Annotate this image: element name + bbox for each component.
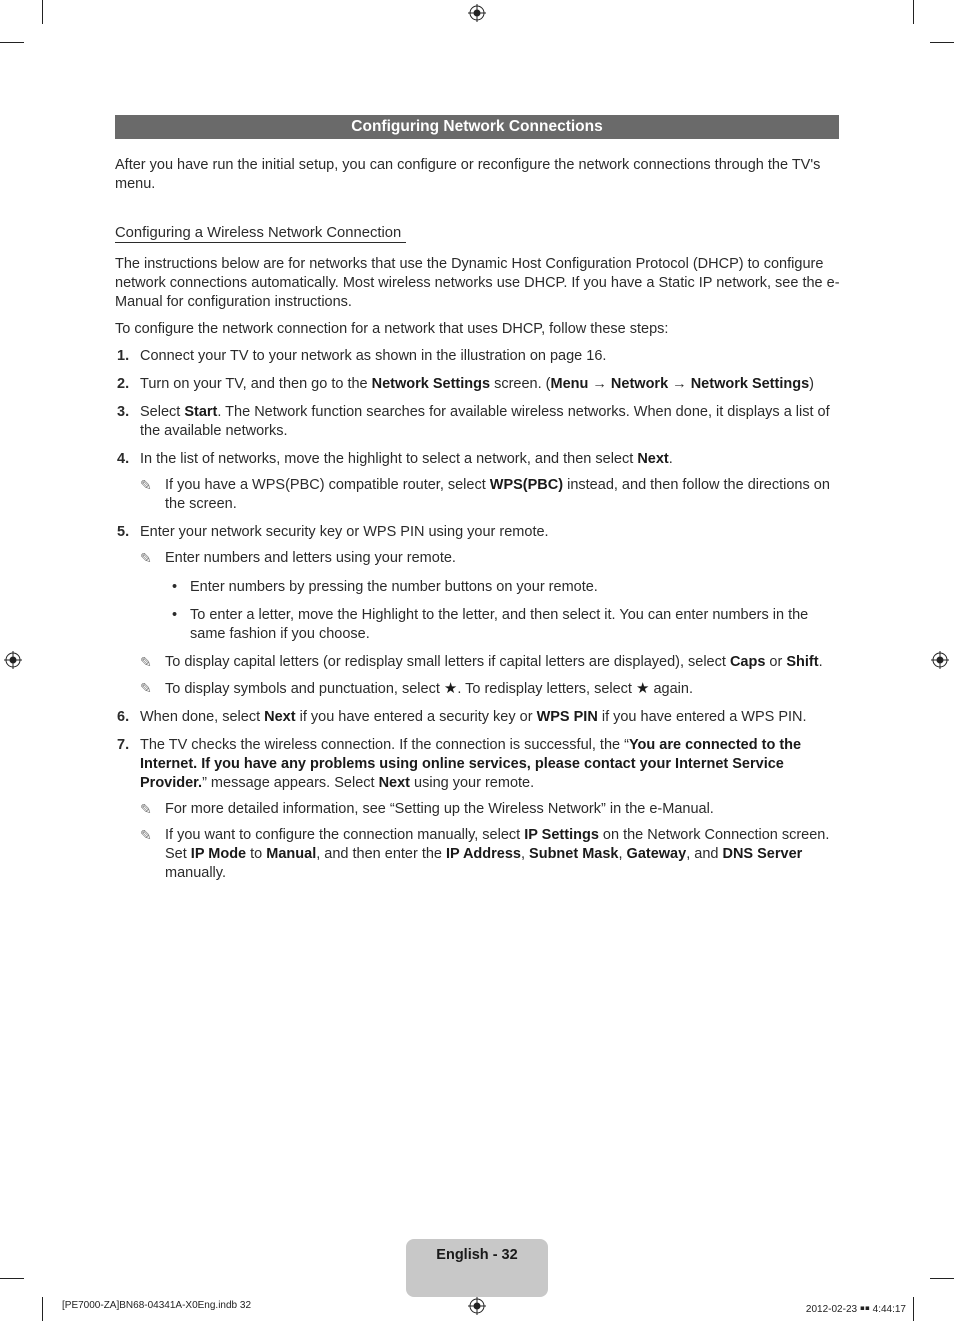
- step-text: .: [668, 451, 673, 467]
- menu-term: Next: [264, 709, 296, 725]
- bullet-icon: •: [172, 607, 178, 623]
- registration-mark-icon: [468, 4, 486, 22]
- pencil-icon: ✎: [140, 550, 152, 566]
- pencil-icon: ✎: [140, 477, 152, 493]
- registration-mark-icon: [468, 1297, 486, 1315]
- note: [140, 549, 840, 568]
- step-text: Enter your network security key or WPS PIN using your remote.: [140, 524, 549, 540]
- step-4: [115, 450, 840, 514]
- bullet-item: [165, 606, 840, 644]
- step-number: 3.: [117, 404, 130, 420]
- step-text: Select: [140, 404, 185, 420]
- menu-term: IP Mode: [190, 846, 247, 862]
- note-text: instead, and then follow the directions on the screen.: [165, 477, 830, 512]
- note-text: , and then enter the: [316, 846, 447, 862]
- menu-term: IP Address: [446, 846, 521, 862]
- step-3: [115, 403, 840, 441]
- step-number: 2.: [117, 376, 130, 392]
- crop-mark: [42, 1297, 43, 1321]
- step-number: 6.: [117, 709, 130, 725]
- steps-list: [115, 347, 840, 883]
- note-text: To display capital letters (or redisplay small letters if capital letters are displayed), select: [165, 654, 730, 670]
- step-number: 1.: [117, 348, 130, 364]
- page-number-label: English - 32: [436, 1247, 518, 1263]
- star-icon: ★: [636, 680, 650, 697]
- menu-term: IP Settings: [524, 827, 599, 843]
- step-text: In the list of networks, move the highlight to select a network, and then select: [140, 451, 638, 467]
- arrow-icon: →: [588, 376, 611, 392]
- menu-term: Caps: [729, 654, 766, 670]
- step-7: [115, 736, 840, 883]
- menu-term: Gateway: [626, 846, 687, 862]
- intro-paragraph: After you have run the initial setup, you can configure or reconfigure the network connections through the TV's menu.: [115, 157, 821, 192]
- crop-mark: [930, 1278, 954, 1279]
- step-2: [115, 375, 840, 394]
- crop-mark: [913, 0, 914, 24]
- note-text: on the Network Connection screen. Set: [165, 827, 830, 862]
- note-text: , and: [686, 846, 723, 862]
- step-text: The TV checks the wireless connection. If the connection is successful, the “: [140, 737, 629, 753]
- registration-mark-icon: [931, 651, 949, 669]
- menu-term: Network: [610, 376, 669, 392]
- step-text: When done, select: [140, 709, 265, 725]
- menu-term: Start: [184, 404, 218, 420]
- step-number: 7.: [117, 737, 130, 753]
- pencil-icon: ✎: [140, 654, 152, 670]
- note-text: again.: [649, 681, 693, 697]
- step-6: [115, 708, 840, 727]
- menu-term: DNS Server: [722, 846, 803, 862]
- step-text: screen. (: [490, 376, 551, 392]
- step-text: using your remote.: [410, 775, 535, 791]
- crop-mark: [42, 0, 43, 24]
- step-text: . The Network function searches for available wireless networks. When done, it displays a list of the available networks.: [140, 404, 830, 439]
- menu-term: Next: [637, 451, 669, 467]
- menu-term: WPS PIN: [536, 709, 598, 725]
- section-banner-title: Configuring Network Connections: [115, 115, 839, 139]
- footer-timestamp: 2012-02-23 ￭￭ 4:44:17: [805, 1304, 906, 1315]
- step-5: [115, 523, 840, 699]
- note: [140, 679, 840, 699]
- menu-term: Manual: [266, 846, 317, 862]
- note-text: or: [765, 654, 787, 670]
- pencil-icon: ✎: [140, 680, 152, 696]
- main-content: [115, 156, 840, 892]
- note: [140, 800, 840, 819]
- crop-mark: [0, 1278, 24, 1279]
- dhcp-paragraph: The instructions below are for networks that use the Dynamic Host Configuration Protocol (DHCP) to configure network connections automatically. Most wireless networks use DHCP. If you have a Static IP network, see the e-Manual for configuration instructions.: [115, 256, 840, 310]
- menu-term: Subnet Mask: [529, 846, 619, 862]
- menu-term: WPS(PBC): [489, 477, 564, 493]
- note-text: If you want to configure the connection manually, select: [165, 827, 525, 843]
- crop-mark: [0, 42, 24, 43]
- message-text: You are connected to the Internet. If you have any problems using online services, please contact your Internet Service Provider.: [140, 737, 802, 791]
- step-number: 5.: [117, 524, 130, 540]
- pencil-icon: ✎: [140, 827, 152, 843]
- crop-mark: [913, 1297, 914, 1321]
- registration-mark-icon: [4, 651, 22, 669]
- menu-term: Network Settings: [371, 376, 491, 392]
- step-number: 4.: [117, 451, 130, 467]
- bullet-text: To enter a letter, move the Highlight to the letter, and then select it. You can enter numbers in the same fashion if you choose.: [190, 607, 809, 642]
- step-1: [115, 347, 840, 366]
- note-text: ,: [520, 846, 530, 862]
- pencil-icon: ✎: [140, 801, 152, 817]
- step-text: ” message appears. Select: [202, 775, 379, 791]
- bullet-list: [140, 578, 840, 644]
- note-text: For more detailed information, see “Setting up the Wireless Network” in the e-Manual.: [165, 801, 714, 817]
- menu-term: Shift: [786, 654, 819, 670]
- note: [140, 826, 840, 883]
- step-text: if you have entered a WPS PIN.: [597, 709, 807, 725]
- step-text: Connect your TV to your network as shown in the illustration on page 16.: [140, 348, 607, 364]
- note-text: . To redisplay letters, select: [457, 681, 636, 697]
- note: [140, 653, 840, 672]
- bullet-icon: •: [172, 579, 178, 595]
- steps-intro-paragraph: To configure the network connection for a network that uses DHCP, follow these steps:: [115, 321, 669, 337]
- note-text: If you have a WPS(PBC) compatible router, select: [165, 477, 490, 493]
- note-text: .: [818, 654, 823, 670]
- note-text: ,: [618, 846, 627, 862]
- note-text: to: [246, 846, 267, 862]
- menu-term: Next: [378, 775, 411, 791]
- note-text: manually.: [165, 865, 226, 881]
- bullet-text: Enter numbers by pressing the number buttons on your remote.: [190, 579, 598, 595]
- star-icon: ★: [443, 680, 458, 697]
- note: [140, 476, 840, 514]
- step-text: if you have entered a security key or: [295, 709, 537, 725]
- footer-file-info: [PE7000-ZA]BN68-04341A-X0Eng.indb 32: [62, 1300, 252, 1311]
- note-text: To display symbols and punctuation, select: [165, 681, 444, 697]
- page-number-tab: [406, 1239, 548, 1297]
- subheading: Configuring a Wireless Network Connection: [115, 224, 406, 243]
- note-text: Enter numbers and letters using your remote.: [165, 550, 456, 566]
- crop-mark: [930, 42, 954, 43]
- step-text: Turn on your TV, and then go to the: [140, 376, 372, 392]
- bullet-item: [165, 578, 840, 597]
- menu-term: Menu: [550, 376, 589, 392]
- step-text: ): [809, 376, 814, 392]
- arrow-icon: →: [668, 376, 691, 392]
- menu-term: Network Settings: [690, 376, 810, 392]
